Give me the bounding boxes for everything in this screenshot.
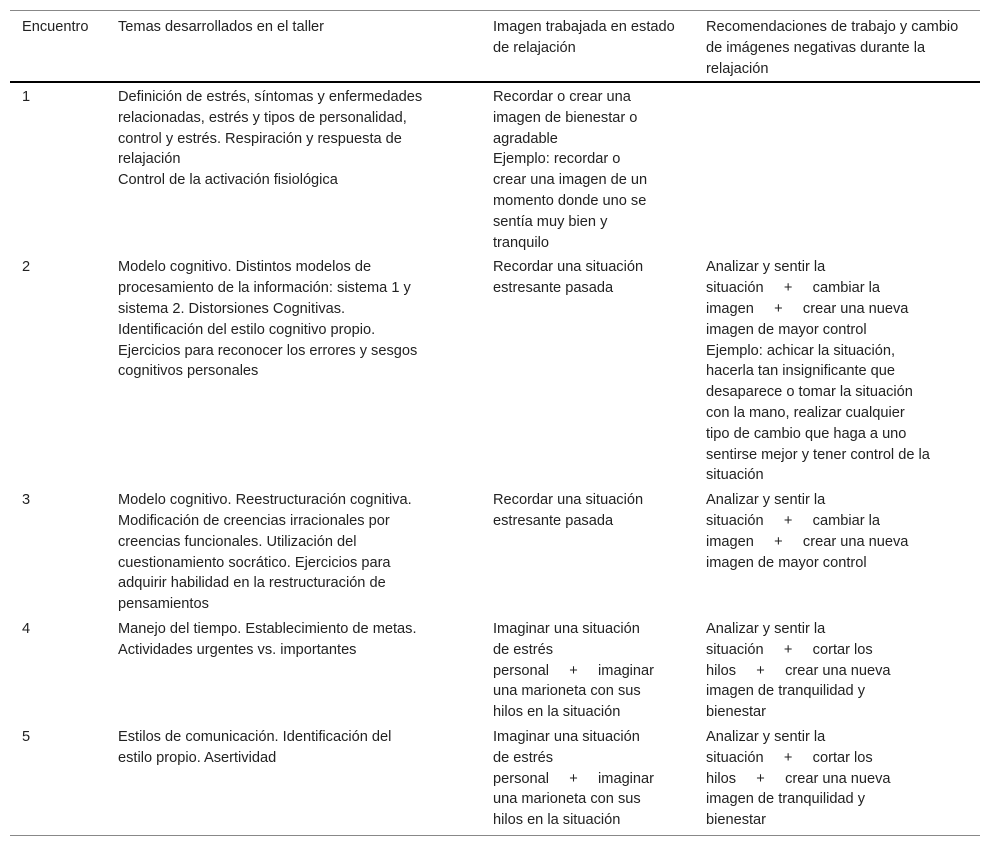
cell-line: situación + cambiar la [706,512,880,529]
header-imagen: Imagen trabajada en estado de relajación [481,11,694,83]
cell-line: tipo de cambio que haga a uno [706,425,907,442]
cell-line: crear una imagen de un [493,172,648,189]
cell-line: Estilos de comunicación. Identificación del [118,728,392,745]
table-row [10,486,980,615]
cell-line: personal + imaginar [493,662,655,679]
cell-temas [106,82,481,253]
cell-line: imagen + crear una nueva [706,533,909,550]
cell-line: situación + cambiar la [706,280,880,297]
cell-line: sentirse mejor y tener control de la [706,446,930,463]
cell-line: Ejemplo: recordar o [493,151,621,168]
cell-line: pensamientos [118,596,209,613]
cell-line: estilo propio. Asertividad [118,749,277,766]
cell-line: Recordar una situación [493,492,644,509]
cell-line: sentía muy bien y [493,213,608,230]
cell-line: Modificación de creencias irracionales por [118,512,390,529]
cell-line: Control de la activación fisiológica [118,172,338,189]
cell-line: imagen de tranquilidad y [706,683,866,700]
workshop-table [10,10,980,836]
cell-recomendaciones [694,723,980,835]
cell-line: situación + cortar los [706,641,873,658]
cell-temas [106,615,481,723]
cell-line: desaparece o tomar la situación [706,384,913,401]
cell-line: Actividades urgentes vs. importantes [118,641,357,658]
cell-line: bienestar [706,704,767,721]
cell-line: hilos + crear una nueva [706,770,891,787]
cell-line: procesamiento de la información: sistema 1 y [118,280,411,297]
cell-line: situación + cortar los [706,749,873,766]
cell-line: estresante pasada [493,512,614,529]
cell-temas [106,253,481,486]
cell-line: tranquilo [493,234,549,251]
cell-line: Definición de estrés, síntomas y enfermedades [118,89,423,105]
cell-line: de estrés [493,749,554,766]
cell-encuentro: 3 [22,492,31,509]
header-temas: Temas desarrollados en el taller [106,11,481,83]
cell-temas [106,486,481,615]
cell-line: Identificación del estilo cognitivo propio. [118,321,376,338]
cell-line: Analizar y sentir la [706,728,826,745]
cell-line: imagen + crear una nueva [706,300,909,317]
cell-line: Ejemplo: achicar la situación, [706,342,895,359]
cell-line: imagen de mayor control [706,554,867,571]
header-encuentro: Encuentro [10,11,106,83]
table-row [10,253,980,486]
cell-line: con la mano, realizar cualquier [706,404,905,421]
cell-line: hacerla tan insignificante que [706,363,896,380]
cell-line: momento donde uno se [493,192,647,209]
cell-encuentro: 1 [22,89,31,105]
cell-line: Analizar y sentir la [706,620,826,637]
cell-recomendaciones [694,82,980,253]
cell-line: adquirir habilidad en la restructuración de [118,575,386,592]
cell-line: Manejo del tiempo. Establecimiento de metas. [118,620,417,637]
cell-line: control y estrés. Respiración y respuesta de [118,130,402,147]
cell-line: Imaginar una situación [493,620,640,637]
cell-line: Modelo cognitivo. Distintos modelos de [118,259,372,276]
cell-line: bienestar [706,812,767,829]
cell-line: Recordar una situación [493,259,644,276]
cell-recomendaciones [694,253,980,486]
cell-line: agradable [493,130,558,147]
cell-line: Imaginar una situación [493,728,640,745]
header-recomendaciones: Recomendaciones de trabajo y cambio de imágenes negativas durante la relajación [694,11,980,83]
cell-imagen [481,615,694,723]
cell-temas [106,723,481,835]
cell-imagen [481,486,694,615]
cell-line: Recordar o crear una [493,89,631,105]
cell-line: una marioneta con sus [493,791,641,808]
cell-recomendaciones [694,486,980,615]
cell-line: de estrés [493,641,554,658]
cell-line: cognitivos personales [118,363,259,380]
cell-line: Analizar y sentir la [706,259,826,276]
cell-recomendaciones [694,615,980,723]
cell-line: situación [706,467,764,484]
cell-line: imagen de bienestar o [493,109,638,126]
table-row [10,615,980,723]
cell-line: relajación [118,151,181,168]
table-header-row [10,11,980,83]
cell-encuentro: 4 [22,620,31,637]
cell-line: imagen de mayor control [706,321,867,338]
cell-line: hilos + crear una nueva [706,662,891,679]
cell-line: sistema 2. Distorsiones Cognitivas. [118,300,346,317]
cell-line: hilos en la situación [493,704,621,721]
cell-imagen [481,82,694,253]
cell-line: relacionadas, estrés y tipos de personalidad, [118,109,407,126]
cell-encuentro: 2 [22,259,31,276]
cell-encuentro: 5 [10,723,106,835]
cell-line: cuestionamiento socrático. Ejercicios para [118,554,391,571]
cell-line: Analizar y sentir la [706,492,826,509]
cell-line: estresante pasada [493,280,614,297]
cell-line: hilos en la situación [493,812,621,829]
cell-imagen [481,723,694,835]
cell-line: creencias funcionales. Utilización del [118,533,357,550]
cell-line: Modelo cognitivo. Reestructuración cognitiva. [118,492,412,509]
cell-line: personal + imaginar [493,770,655,787]
table-row [10,82,980,253]
cell-line: Ejercicios para reconocer los errores y sesgos [118,342,418,359]
table-row [10,723,980,835]
cell-line: una marioneta con sus [493,683,641,700]
cell-line: imagen de tranquilidad y [706,791,866,808]
cell-imagen [481,253,694,486]
